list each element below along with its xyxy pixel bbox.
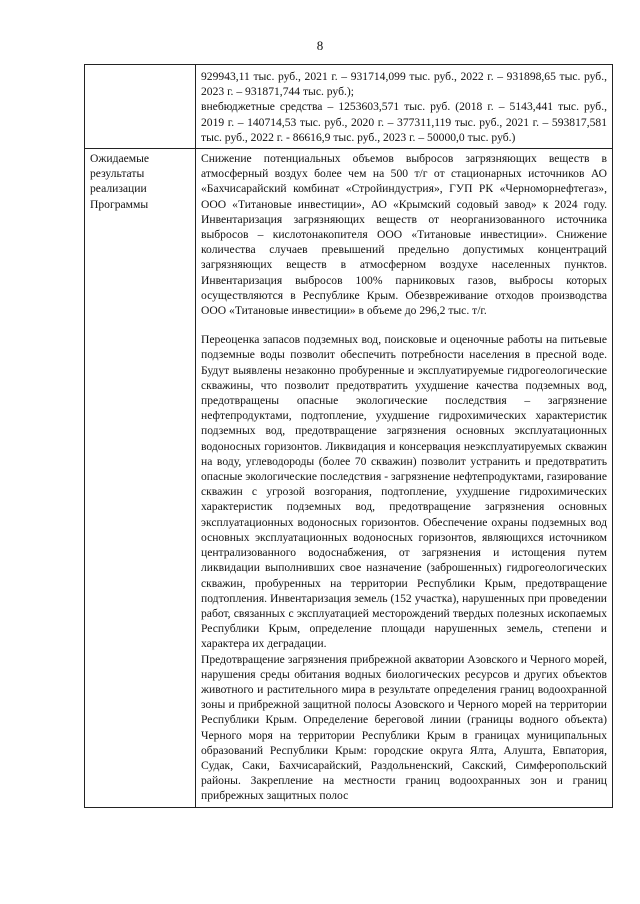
expected-results-label: Ожидаемые результаты реализации Программы [85, 149, 196, 808]
page-number: 8 [316, 38, 324, 53]
funding-cell [196, 65, 613, 149]
coastal-protection-paragraph: Предотвращение загрязнения прибрежной акватории Азовского и Черного морей, нарушения среды обитания водных биологических ресурсов и других объектов животного и растительного мира в результате определения границ водоохранной зоны и прибрежной защитной полосы Азовского и Черного морей на территории Республики Крым. Определение береговой линии (границы водного объекта) Черного моря на территории Республики Крым в границах муниципальных образований Республики Крым: городские округа Ялта, Алушта, Евпатория, Судак, Саки, Бахчисарайский, Раздольненский, Сакский, Симферопольский районы. Закрепление на местности границ водоохранных зон и границ прибрежных защитных полос [201, 652, 607, 803]
expected-results-cell [196, 149, 613, 808]
funding-budget-text: 929943,11 тыс. руб., 2021 г. – 931714,099 тыс. руб., 2022 г. – 931898,65 тыс. руб., 2023 г. – 931871,744 тыс. руб.); [201, 70, 607, 99]
table-row-expected-results [85, 149, 613, 808]
paragraph-gap [201, 318, 607, 332]
funding-extrabudget-text: внебюджетные средства – 1253603,571 тыс. руб. (2018 г. – 5143,441 тыс. руб., 2019 г. – 140714,53 тыс. руб., 2020 г. – 377311,119 тыс. руб., 2021 г. – 593817,581 тыс. руб., 2022 г. - 86616,9 тыс. руб., 2023 г. – 50000,0 тыс. руб.) [201, 100, 607, 144]
row-label-empty [85, 65, 196, 149]
table-row-funding [85, 65, 613, 149]
air-protection-paragraph: Снижение потенциальных объемов выбросов загрязняющих веществ в атмосферный воздух более чем на 500 т/г от стационарных источников АО «Бахчисарайский комбинат «Стройиндустрия», ГУП РК «Черноморнефтегаз», ООО «Титановые инвестиции», АО «Крымский содовый завод» к 2024 году. Инвентаризация загрязняющих веществ от неорганизованного источника выбросов – кислотонакопителя ООО «Титановые инвестиции». Снижение количества случаев превышений предельно допустимых концентраций загрязняющих веществ в атмосферном воздухе населенных пунктов. Инвентаризация выбросов 100% парниковых газов, выбросы которых осуществляются в Республике Крым. Обезвреживание отходов производства ООО «Титановые инвестиции» в объеме до 296,2 тыс. т/г. [201, 152, 607, 318]
program-passport-table [84, 64, 613, 808]
groundwater-paragraph: Переоценка запасов подземных вод, поисковые и оценочные работы на питьевые подземные воды позволит обеспечить потребности населения в пресной воде. Будут выявлены незаконно пробуренные и эксплуатируемые гидрогеологические скважины, что позволит предотвратить ухудшение качества подземных вод, предотвращены опасные экологические последствия – загрязнение нефтепродуктами, подтопление, ухудшение гидрохимических характеристик подземных вод, предотвращение загрязнения основных эксплуатационных водоносных горизонтов. Ликвидация и консервация неэксплуатируемых скважин на воду, углеводороды (более 70 скважин) позволит устранить и предотвратить опасные экологические последствия - загрязнение нефтепродуктами, газирование скважин с угрозой возгорания, подтопление, ухудшение гидрохимических характеристик подземных вод, предотвращение загрязнения основных эксплуатационных водоносных горизонтов. Обеспечение охраны подземных вод основных эксплуатационных водоносных горизонтов, являющихся источником централизованного водоснабжения, от загрязнения и истощения путем ликвидации выполнивших свое назначение (заброшенных) гидрогеологических скважин, пробуренных на территории Республики Крым, предотвращение подтопления. Инвентаризация земель (152 участка), нарушенных при проведении работ, связанных с эксплуатацией месторождений твердых полезных ископаемых Республики Крым, определение площади нарушенных земель, степени и характера их деградации. [201, 333, 607, 651]
